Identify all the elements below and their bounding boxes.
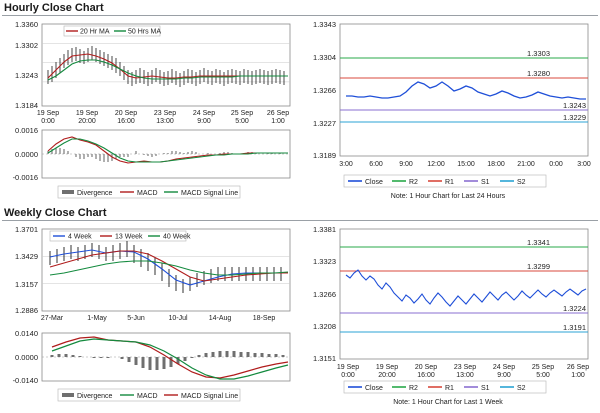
svg-text:12:00: 12:00 — [427, 161, 445, 168]
weekly-macd-legend-macd: MACD — [137, 393, 158, 400]
pivot-w-ytick-2: 1.3266 — [313, 290, 336, 299]
weekly-pivot-close-line — [346, 270, 586, 306]
svg-text:13:00: 13:00 — [156, 118, 174, 125]
hourly-left-charts — [2, 18, 298, 208]
pivot-w-ytick-4: 1.3151 — [313, 354, 336, 363]
hourly-macd-legend-signal: MACD Signal Line — [181, 190, 239, 197]
weekly-section-title: Weekly Close Chart — [4, 207, 107, 219]
hourly-level-r1-label: 1.3280 — [527, 69, 550, 78]
hourly-macd-line — [48, 137, 288, 163]
svg-text:26 Sep: 26 Sep — [566, 364, 590, 371]
svg-text:3:00: 3:00 — [577, 161, 591, 168]
weekly-pivot-legend-s1: S1 — [481, 385, 490, 392]
legend-swatch-divergence-weekly — [62, 393, 74, 397]
weekly-pivot-legend-r2: R2 — [409, 385, 418, 392]
weekly-price-ytick-2: 1.3157 — [15, 280, 38, 289]
svg-text:6:00: 6:00 — [369, 161, 383, 168]
svg-text:20:00: 20:00 — [78, 118, 96, 125]
svg-text:19 Sep: 19 Sep — [336, 364, 360, 371]
svg-text:19 Sep: 19 Sep — [375, 364, 399, 371]
weekly-note: Note: 1 Hour Chart for Last 1 Week — [393, 399, 503, 406]
pivot-h-ytick-0: 1.3343 — [313, 20, 336, 29]
hourly-level-r2-label: 1.3303 — [527, 49, 550, 58]
svg-text:1-May: 1-May — [87, 315, 107, 322]
svg-text:25 Sep: 25 Sep — [531, 364, 555, 371]
weekly-pivot-frame — [340, 229, 588, 359]
hourly-price-ytick-0: 1.3360 — [15, 20, 38, 29]
weekly-price-legend — [50, 231, 191, 241]
svg-text:15:00: 15:00 — [457, 161, 475, 168]
hourly-pivot-frame — [340, 24, 588, 156]
hourly-section-title: Hourly Close Chart — [4, 2, 104, 14]
svg-text:14-Aug: 14-Aug — [208, 315, 232, 322]
svg-text:9:00: 9:00 — [399, 161, 413, 168]
weekly-macd-legend-divergence: Divergence — [77, 393, 113, 400]
weekly-pivot-svg — [300, 223, 598, 411]
weekly-pivot-xticks — [337, 364, 589, 379]
svg-text:0:00: 0:00 — [41, 118, 55, 125]
weekly-pivot-legend — [344, 381, 546, 393]
svg-text:24 Sep: 24 Sep — [492, 364, 516, 371]
weekly-price-ytick-0: 1.3701 — [15, 225, 38, 234]
weekly-price-ytick-1: 1.3429 — [15, 252, 38, 261]
svg-text:3:00: 3:00 — [339, 161, 353, 168]
hourly-divider — [2, 15, 598, 16]
svg-text:20 Sep: 20 Sep — [114, 110, 138, 117]
svg-text:5:00: 5:00 — [536, 372, 550, 379]
svg-text:5:00: 5:00 — [235, 118, 249, 125]
svg-text:18-Sep: 18-Sep — [252, 315, 276, 322]
hourly-pivot-legend-s1: S1 — [481, 179, 490, 186]
hourly-macd-legend — [58, 186, 240, 198]
svg-text:9:00: 9:00 — [197, 118, 211, 125]
hourly-pivot-chart — [300, 18, 598, 208]
legend-swatch-divergence — [62, 190, 74, 194]
hourly-price-xticks — [37, 110, 289, 125]
pivot-w-ytick-0: 1.3381 — [313, 225, 336, 234]
svg-text:19 Sep: 19 Sep — [75, 110, 99, 117]
svg-text:16:00: 16:00 — [417, 372, 435, 379]
weekly-price-macd-svg — [2, 223, 298, 411]
weekly-price-xticks — [41, 315, 275, 322]
weekly-legend-4w: 4 Week — [68, 233, 92, 241]
weekly-level-s2-label: 1.3191 — [563, 323, 586, 332]
weekly-section-header — [0, 207, 600, 221]
weekly-price-ytick-3: 1.2886 — [15, 306, 38, 315]
hourly-price-ytick-2: 1.3243 — [15, 71, 38, 80]
hourly-macd-ytick-0: 0.0016 — [15, 126, 38, 135]
hourly-note: Note: 1 Hour Chart for Last 24 Hours — [390, 193, 506, 200]
hourly-macd-legend-macd: MACD — [137, 190, 158, 197]
svg-text:20 Sep: 20 Sep — [414, 364, 438, 371]
hourly-pivot-legend-r1: R1 — [445, 179, 454, 186]
svg-text:19 Sep: 19 Sep — [36, 110, 60, 117]
hourly-price-legend — [64, 26, 161, 36]
pivot-w-ytick-1: 1.3323 — [313, 257, 336, 266]
svg-text:5-Jun: 5-Jun — [127, 315, 145, 322]
svg-text:9:00: 9:00 — [497, 372, 511, 379]
weekly-divergence-bars — [52, 351, 283, 370]
weekly-pivot-legend-close: Close — [365, 385, 383, 392]
hourly-price-ytick-3: 1.3184 — [15, 101, 38, 110]
weekly-level-s1-label: 1.3224 — [563, 304, 586, 313]
svg-text:24 Sep: 24 Sep — [192, 110, 216, 117]
hourly-legend-ma20: 20 Hr MA — [80, 28, 110, 36]
weekly-macd-ytick-2: -0.0140 — [12, 376, 38, 385]
svg-text:27-Mar: 27-Mar — [40, 315, 64, 322]
hourly-divergence-bars — [48, 148, 284, 162]
hourly-legend-ma50: 50 Hrs MA — [128, 28, 162, 36]
hourly-level-s2-label: 1.3229 — [563, 113, 586, 122]
weekly-pivot-legend-s2: S2 — [517, 385, 526, 392]
hourly-section-header — [0, 2, 600, 16]
pivot-h-ytick-2: 1.3266 — [313, 86, 336, 95]
hourly-candles — [48, 46, 284, 87]
weekly-candles — [50, 241, 281, 293]
hourly-price-ytick-1: 1.3302 — [15, 41, 38, 50]
svg-text:0:00: 0:00 — [549, 161, 563, 168]
svg-text:25 Sep: 25 Sep — [230, 110, 254, 117]
pivot-h-ytick-4: 1.3189 — [313, 151, 336, 160]
hourly-pivot-close-line — [346, 82, 586, 99]
svg-text:0:00: 0:00 — [341, 372, 355, 379]
svg-text:21:00: 21:00 — [517, 161, 535, 168]
svg-text:1:00: 1:00 — [571, 372, 585, 379]
weekly-divider — [2, 220, 598, 221]
svg-text:16:00: 16:00 — [117, 118, 135, 125]
weekly-pivot-chart — [300, 223, 598, 411]
weekly-macd-legend — [58, 389, 240, 401]
weekly-left-charts — [2, 223, 298, 411]
hourly-pivot-svg — [300, 18, 598, 208]
hourly-price-macd-svg — [2, 18, 298, 208]
hourly-level-s1-label: 1.3243 — [563, 101, 586, 110]
pivot-h-ytick-1: 1.3304 — [313, 53, 336, 62]
hourly-macd-ytick-1: 0.0000 — [15, 150, 38, 159]
weekly-pivot-legend-r1: R1 — [445, 385, 454, 392]
weekly-macd-ytick-1: 0.0000 — [15, 353, 38, 362]
weekly-legend-13w: 13 Week — [115, 233, 143, 241]
svg-text:10-Jul: 10-Jul — [168, 315, 188, 322]
svg-text:23 Sep: 23 Sep — [453, 364, 477, 371]
svg-text:18:00: 18:00 — [487, 161, 505, 168]
pivot-w-ytick-3: 1.3208 — [313, 322, 336, 331]
svg-text:20:00: 20:00 — [378, 372, 396, 379]
svg-text:13:00: 13:00 — [456, 372, 474, 379]
weekly-level-r1-label: 1.3299 — [527, 262, 550, 271]
hourly-macd-ytick-2: -0.0016 — [12, 173, 38, 182]
weekly-macd-ytick-0: 0.0140 — [15, 329, 38, 338]
hourly-macd-legend-divergence: Divergence — [77, 190, 113, 197]
hourly-pivot-xticks — [339, 161, 591, 168]
hourly-pivot-legend-r2: R2 — [409, 179, 418, 186]
weekly-macd-legend-signal: MACD Signal Line — [181, 393, 239, 400]
svg-text:1:00: 1:00 — [271, 118, 285, 125]
svg-text:23 Sep: 23 Sep — [153, 110, 177, 117]
hourly-pivot-legend-close: Close — [365, 179, 383, 186]
hourly-pivot-legend-s2: S2 — [517, 179, 526, 186]
weekly-level-r2-label: 1.3341 — [527, 238, 550, 247]
svg-text:26 Sep: 26 Sep — [266, 110, 290, 117]
pivot-h-ytick-3: 1.3227 — [313, 119, 336, 128]
weekly-legend-40w: 40 Week — [163, 233, 191, 241]
hourly-pivot-legend — [344, 175, 546, 187]
